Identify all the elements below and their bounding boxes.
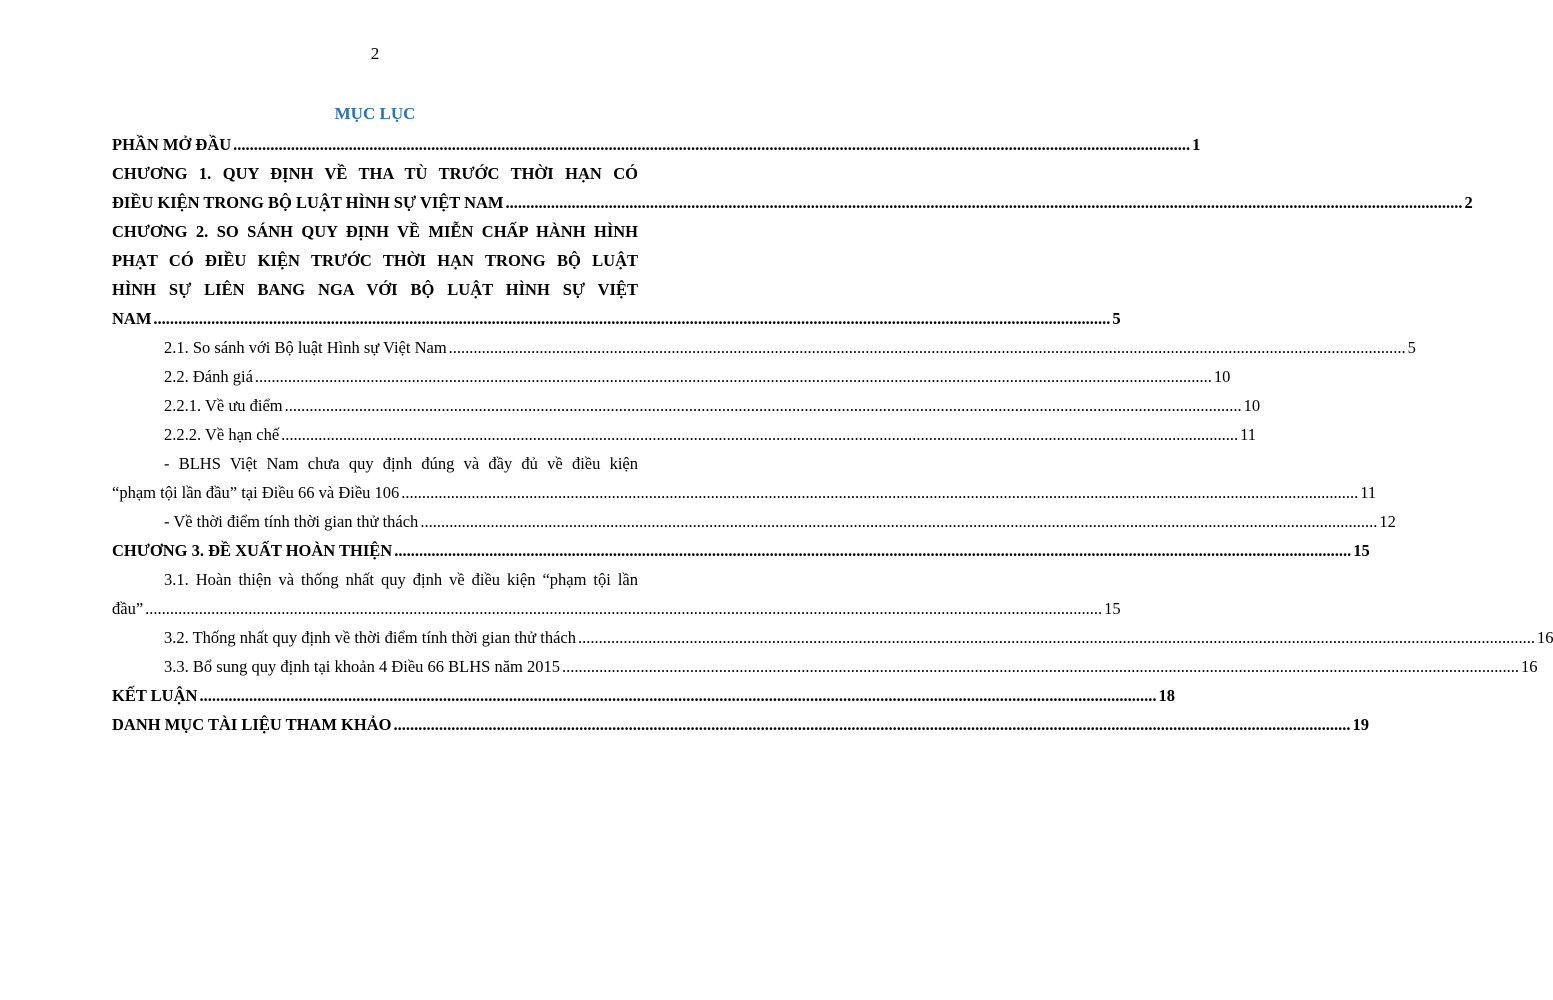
dot-leader [562, 652, 1519, 681]
toc-entry-page: 10 [1243, 396, 1261, 415]
toc-entry-page: 11 [1240, 425, 1257, 444]
dot-leader [233, 130, 1190, 159]
dot-leader [394, 536, 1351, 565]
toc-title: MỤC LỤC [334, 104, 416, 123]
toc-entry-chapter1-line1[interactable]: CHƯƠNG 1. QUY ĐỊNH VỀ THA TÙ TRƯỚC THỜI HẠN CÓ [112, 164, 638, 183]
toc-entry-title: 2.2.1. Về ưu điểm [164, 396, 283, 415]
toc-entry-page: 18 [1158, 686, 1175, 705]
toc-entry-title: CHƯƠNG 3. ĐỀ XUẤT HOÀN THIỆN [112, 541, 393, 560]
toc-entry-chapter3[interactable] [112, 536, 1370, 565]
toc-entry-title: 3.3. Bổ sung quy định tại khoản 4 Điều 66 BLHS năm 2015 [164, 657, 560, 676]
toc-entry-chapter2[interactable] [112, 304, 1121, 333]
toc-entry-3-1-line1[interactable]: 3.1. Hoàn thiện và thống nhất quy định về điều kiện “phạm tội lần [164, 570, 638, 589]
toc-entry-references[interactable] [112, 710, 1369, 739]
dot-leader [153, 304, 1110, 333]
table-of-contents [112, 130, 1553, 739]
toc-entry-page: 16 [1536, 628, 1553, 647]
toc-entry-chapter2-line1[interactable]: CHƯƠNG 2. SO SÁNH QUY ĐỊNH VỀ MIỄN CHẤP HÀNH HÌNH [112, 222, 638, 241]
toc-entry-3-2[interactable] [112, 623, 1553, 652]
toc-entry-title: đầu” [112, 599, 144, 618]
toc-entry-page: 2 [1464, 193, 1473, 212]
toc-entry-first-offense[interactable] [112, 478, 1377, 507]
toc-entry-3-3[interactable] [112, 652, 1538, 681]
toc-entry-page: 15 [1353, 541, 1370, 560]
dot-leader [255, 362, 1212, 391]
toc-entry-page: 19 [1352, 715, 1369, 734]
toc-entry-page: 15 [1104, 599, 1121, 618]
dot-leader [578, 623, 1535, 652]
toc-entry-2-2-2[interactable] [112, 420, 1257, 449]
dot-leader [506, 188, 1463, 217]
toc-entry-2-1[interactable] [112, 333, 1416, 362]
toc-entry-title: 3.2. Thống nhất quy định về thời điểm tính thời gian thử thách [164, 628, 576, 647]
toc-entry-title: “phạm tội lần đầu” tại Điều 66 và Điều 106 [112, 483, 400, 502]
toc-entry-title: 2.2.2. Về hạn chế [164, 425, 280, 444]
dot-leader [393, 710, 1350, 739]
toc-entry-title: PHẦN MỞ ĐẦU [112, 135, 232, 154]
toc-entry-intro[interactable] [112, 130, 1201, 159]
toc-entry-title: KẾT LUẬN [112, 686, 198, 705]
toc-entry-page: 10 [1213, 367, 1231, 386]
dot-leader [401, 478, 1358, 507]
toc-entry-chapter1[interactable] [112, 188, 1473, 217]
toc-entry-chapter2-line2[interactable]: PHẠT CÓ ĐIỀU KIỆN TRƯỚC THỜI HẠN TRONG BỘ LUẬT [112, 251, 638, 270]
toc-entry-page: 12 [1379, 512, 1396, 531]
dot-leader [420, 507, 1377, 536]
dot-leader [281, 420, 1238, 449]
toc-entry-page: 5 [1407, 338, 1416, 357]
dot-leader [145, 594, 1102, 623]
toc-entry-title: ĐIỀU KIỆN TRONG BỘ LUẬT HÌNH SỰ VIỆT NAM [112, 193, 504, 212]
toc-entry-page: 11 [1360, 483, 1377, 502]
toc-entry-page: 16 [1520, 657, 1538, 676]
toc-entry-2-2[interactable] [112, 362, 1231, 391]
page-number: 2 [370, 44, 380, 63]
toc-entry-conclusion[interactable] [112, 681, 1175, 710]
toc-entry-3-1[interactable] [112, 594, 1121, 623]
toc-entry-title: 2.1. So sánh với Bộ luật Hình sự Việt Nam [164, 338, 447, 357]
dot-leader [285, 391, 1242, 420]
dot-leader [449, 333, 1406, 362]
toc-entry-title: NAM [112, 309, 152, 328]
toc-entry-title: DANH MỤC TÀI LIỆU THAM KHẢO [112, 715, 392, 734]
toc-entry-chapter2-line3[interactable]: HÌNH SỰ LIÊN BANG NGA VỚI BỘ LUẬT HÌNH SỰ VIỆT [112, 280, 638, 299]
toc-entry-page: 1 [1192, 135, 1201, 154]
toc-entry-page: 5 [1112, 309, 1121, 328]
toc-entry-2-2-1[interactable] [112, 391, 1261, 420]
dot-leader [199, 681, 1156, 710]
toc-entry-title: - Về thời điểm tính thời gian thử thách [164, 512, 419, 531]
toc-entry-first-offense-line1[interactable]: - BLHS Việt Nam chưa quy định đúng và đầy đủ về điều kiện [164, 454, 638, 473]
toc-entry-probation-time[interactable] [112, 507, 1396, 536]
toc-entry-title: 2.2. Đánh giá [164, 367, 253, 386]
